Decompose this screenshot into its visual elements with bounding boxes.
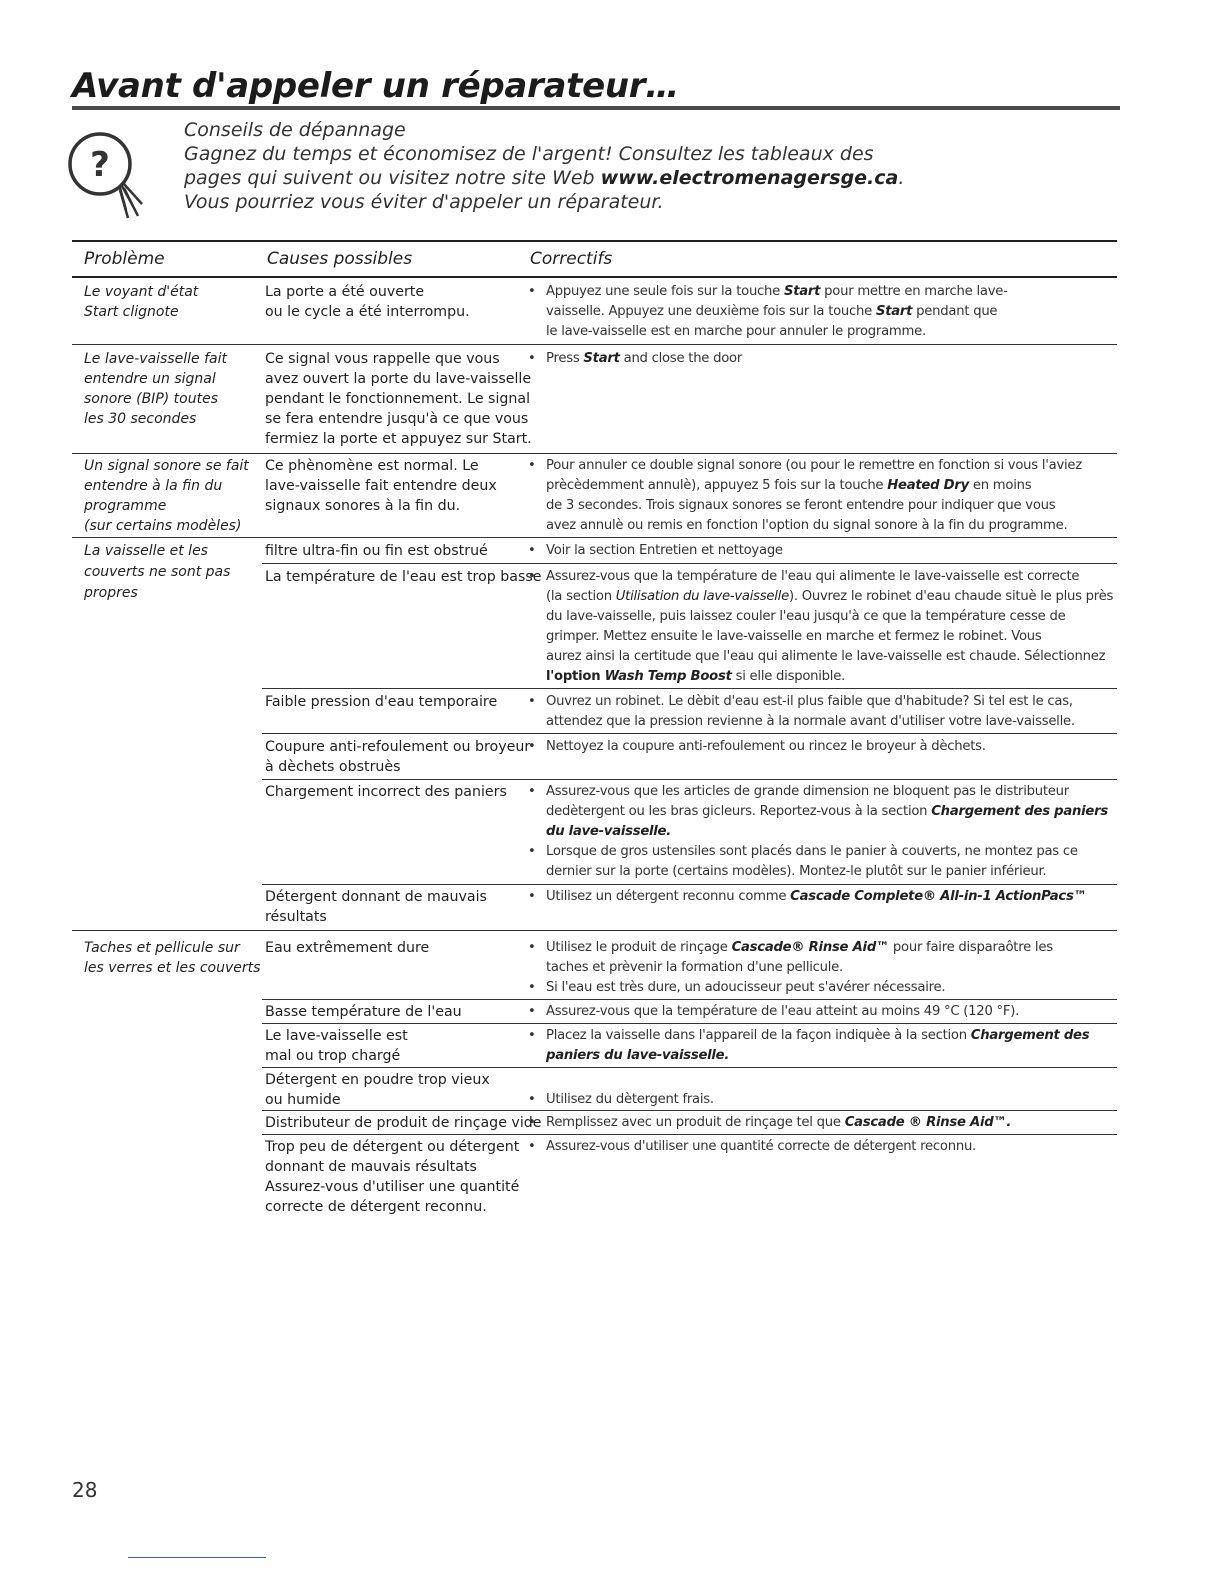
svg-text:?: ? xyxy=(90,145,110,185)
row-divider xyxy=(262,884,1117,885)
row-divider xyxy=(262,563,1117,564)
fix-cell: • Placez la vaisselle dans l'appareil de la façon indiquèe à la section Chargement des paniers du lave-vaisselle. xyxy=(528,1026,1089,1066)
fix-cell: • Press Start and close the door xyxy=(528,349,742,369)
fix-cell: • Appuyez une seule fois sur la touche Start pour mettre en marche lave- vaisselle. Appuyez une deuxième fois sur la touche Start pendant que le lave-vaisselle est en marche pour annuler le programme. xyxy=(528,282,1008,342)
fix-cell: • Assurez-vous que la température de l'eau qui alimente le lave-vaisselle est correcte (la section Utilisation du lave-vaisselle). Ouvrez le robinet d'eau chaude situè le plus près du lave-vaisselle, puis laissez couler l'eau jusqu'à ce que la température cesse de grimper. Mettez ensuite le lave-vaisselle en marche et fermez le robinet. Vous aurez ainsi la certitude que l'eau qui alimente le lave-vaisselle est chaude. Sélectionnez l'option Wash Temp Boost si elle disponible. xyxy=(528,567,1113,687)
problem-cell: Le voyant d'état Start clignote xyxy=(84,284,199,320)
website-link[interactable]: www.electromenagersge.ca xyxy=(600,167,899,189)
cause-cell: La température de l'eau est trop basse xyxy=(265,569,542,585)
cause-cell: La porte a été ouverte ou le cycle a été interrompu. xyxy=(265,284,470,320)
row-divider xyxy=(262,1110,1117,1111)
row-divider xyxy=(262,999,1117,1000)
cause-cell: Ce phènomène est normal. Le lave-vaisselle fait entendre deux signaux sonores à la fin du. xyxy=(265,458,497,514)
row-divider xyxy=(72,930,1117,931)
fix-cell: • Pour annuler ce double signal sonore (ou pour le remettre en fonction si vous l'aviez prècèdemment annulè), appuyez 5 fois sur la touche Heated Dry en moins de 3 secondes. Trois signaux sonores se feront entendre pour indiquer que vous avez annulè ou remis en fonction l'option du signal sonore à la fin du programme. xyxy=(528,456,1082,536)
table-top-rule xyxy=(72,240,1117,242)
cause-cell: filtre ultra-fin ou fin est obstrué xyxy=(265,543,488,559)
cause-cell: Distributeur de produit de rinçage vide xyxy=(265,1115,542,1131)
header-fixes: Correctifs xyxy=(530,249,613,269)
row-divider xyxy=(72,344,1117,345)
cause-cell: Trop peu de détergent ou détergent donnant de mauvais résultats Assurez-vous d'utiliser une quantité correcte de détergent reconnu. xyxy=(265,1139,520,1215)
page-number: 28 xyxy=(72,1478,98,1502)
cause-cell: Basse température de l'eau xyxy=(265,1004,462,1020)
cause-cell: Ce signal vous rappelle que vous avez ouvert la porte du lave-vaisselle pendant le fonctionnement. Le signal se fera entendre jusqu'à ce que vous fermiez la porte et appuyez sur Start. xyxy=(265,351,532,447)
cause-cell: Coupure anti-refoulement ou broyeur à dèchets obstruès xyxy=(265,739,531,775)
cause-cell: Chargement incorrect des paniers xyxy=(265,784,507,800)
cause-cell: Détergent donnant de mauvais résultats xyxy=(265,889,487,925)
cause-cell: Eau extrêmement dure xyxy=(265,940,430,956)
fix-cell: • Nettoyez la coupure anti-refoulement ou rincez le broyeur à dèchets. xyxy=(528,737,986,757)
footer-line xyxy=(128,1557,266,1558)
row-divider xyxy=(262,688,1117,689)
header-problem: Problème xyxy=(84,249,165,269)
table-header-rule xyxy=(72,276,1117,278)
fix-cell: • Utilisez un détergent reconnu comme Cascade Complete® All-in-1 ActionPacs™ xyxy=(528,887,1087,907)
question-mark-icon xyxy=(64,118,164,228)
fix-cell: • Assurez-vous d'utiliser une quantité correcte de détergent reconnu. xyxy=(528,1137,976,1157)
row-divider xyxy=(72,537,1117,538)
problem-cell: Le lave-vaisselle fait entendre un signal sonore (BIP) toutes les 30 secondes xyxy=(84,351,227,427)
row-divider xyxy=(262,1134,1117,1135)
tips-heading: Conseils de dépannage xyxy=(184,119,406,141)
tips-line-2: pages qui suivent ou visitez notre site Web www.electromenagersge.ca. xyxy=(184,167,905,189)
fix-cell: • Assurez-vous que les articles de grande dimension ne bloquent pas le distributeur dedètergent ou les bras gicleurs. Reportez-vous à la section Chargement des paniers du lave-vaisselle. • Lorsque de gros ustensiles sont placés dans le panier à couverts, ne montez pas ce dernier sur la porte (certains modèles). Montez-le plutôt sur le panier inférieur. xyxy=(528,782,1108,882)
troubleshooting-tips xyxy=(184,118,1084,214)
problem-cell: Un signal sonore se fait entendre à la fin du programme (sur certains modèles) xyxy=(84,458,249,534)
fix-cell: • Utilisez du dètergent frais. xyxy=(528,1090,714,1110)
problem-cell: La vaisselle et les couverts ne sont pas propres xyxy=(84,543,231,601)
cause-cell: Le lave-vaisselle est mal ou trop chargé xyxy=(265,1028,408,1064)
row-divider xyxy=(262,779,1117,780)
page-title: Avant d'appeler un réparateur… xyxy=(72,66,679,106)
fix-cell: • Assurez-vous que la température de l'eau atteint au moins 49 °C (120 °F). xyxy=(528,1002,1019,1022)
fix-cell: • Remplissez avec un produit de rinçage tel que Cascade ® Rinse Aid™. xyxy=(528,1113,1011,1133)
row-divider xyxy=(262,733,1117,734)
fix-cell: • Utilisez le produit de rinçage Cascade® Rinse Aid™ pour faire disparaôtre les taches et prèvenir la formation d'une pellicule. • Si l'eau est très dure, un adoucisseur peut s'avérer nécessaire. xyxy=(528,938,1053,998)
header-causes: Causes possibles xyxy=(267,249,413,269)
title-underline xyxy=(72,106,1120,110)
row-divider xyxy=(262,1023,1117,1024)
row-divider xyxy=(72,453,1117,454)
cause-cell: Détergent en poudre trop vieux ou humide xyxy=(265,1072,490,1108)
cause-cell: Faible pression d'eau temporaire xyxy=(265,694,498,710)
fix-cell: • Voir la section Entretien et nettoyage xyxy=(528,541,783,561)
tips-line-3: Vous pourriez vous éviter d'appeler un réparateur. xyxy=(184,191,664,213)
row-divider xyxy=(262,1067,1117,1068)
fix-cell: • Ouvrez un robinet. Le dèbit d'eau est-il plus faible que d'habitude? Si tel est le cas, attendez que la pression revienne à la normale avant d'utiliser votre lave-vaisselle. xyxy=(528,692,1075,732)
tips-line-1: Gagnez du temps et économisez de l'argent! Consultez les tableaux des xyxy=(184,143,874,165)
problem-cell: Taches et pellicule sur les verres et les couverts xyxy=(84,940,261,976)
